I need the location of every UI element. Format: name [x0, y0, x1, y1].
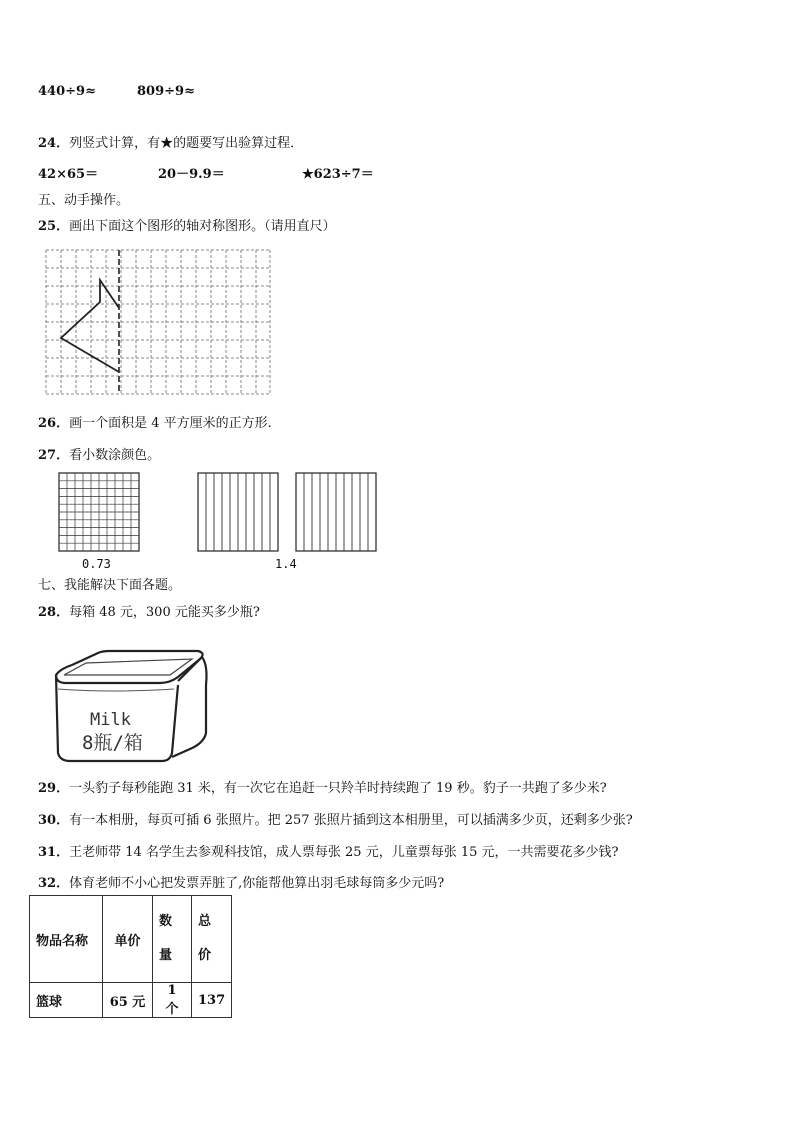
header-total [192, 896, 232, 983]
expr-42x65: 42×65＝ [38, 167, 99, 182]
question-32 [38, 876, 444, 892]
question-29 [38, 781, 607, 797]
question-text: 王老师带 14 名学生去参观科技馆，成人票每张 25 元，儿童票每张 15 元，一共需要花多少钱? [69, 845, 619, 860]
header-quantity [153, 896, 192, 983]
question-number: 28． [38, 605, 70, 620]
header-total-part2: 价 [198, 948, 212, 963]
tenths-strip-2 [295, 472, 379, 552]
cell-unit-price: 65 元 [103, 983, 153, 1018]
question-number: 24． [38, 136, 70, 151]
question-28 [38, 605, 260, 621]
bottles-per-box-label: 8瓶/箱 [82, 732, 143, 754]
question-number: 26． [38, 416, 70, 431]
question-text: 看小数涂颜色。 [69, 448, 161, 463]
question-text: 列竖式计算，有★的题要写出验算过程． [69, 136, 304, 151]
question-text: 体育老师不小心把发票弄脏了,你能帮他算出羽毛球每筒多少元吗? [69, 876, 445, 891]
expr-623-div-7: ★623÷7＝ [302, 167, 374, 182]
section-7-heading: 七、我能解决下面各题。 [38, 578, 182, 593]
question-text: 画一个面积是 4 平方厘米的正方形. [69, 416, 272, 431]
header-total-part1: 总 [198, 914, 212, 929]
header-quantity-part1: 数 [159, 914, 173, 929]
section-5-heading: 五、动手操作。 [38, 193, 130, 208]
header-unit-price: 单价 [103, 896, 153, 983]
milk-label: Milk [90, 710, 131, 730]
cell-item-name: 篮球 [30, 983, 103, 1018]
header-item-name: 物品名称 [30, 896, 103, 983]
question-number: 27． [38, 448, 70, 463]
milk-box-illustration [50, 645, 210, 767]
tenths-strip-1 [197, 472, 281, 552]
question-30 [38, 813, 633, 829]
expr-440-div-9: 440÷9≈ [38, 84, 96, 99]
expr-809-div-9: 809÷9≈ [137, 84, 195, 99]
cell-total: 137 [192, 983, 232, 1018]
question-number: 32． [38, 876, 70, 891]
label-0-73: 0.73 [82, 557, 111, 571]
expr-20-minus-9-9: 20－9.9＝ [158, 167, 225, 182]
hundredths-grid [58, 472, 142, 552]
question-27 [38, 448, 160, 464]
symmetry-grid-figure [40, 246, 276, 398]
cell-quantity: 1 个 [153, 983, 192, 1018]
label-1-4: 1.4 [275, 557, 297, 571]
invoice-table [29, 895, 232, 1018]
table-row [30, 983, 232, 1018]
table-header-row [30, 896, 232, 983]
question-text: 画出下面这个图形的轴对称图形。（请用直尺） [69, 219, 336, 234]
question-text: 一头豹子每秒能跑 31 米，有一次它在追赶一只羚羊时持续跑了 19 秒。豹子一共跑了多少米? [69, 781, 607, 796]
question-text: 每箱 48 元，300 元能买多少瓶? [69, 605, 260, 620]
question-31 [38, 845, 618, 861]
question-text: 有一本相册，每页可插 6 张照片。把 257 张照片插到这本相册里，可以插满多少页，还剩多少张? [69, 813, 633, 828]
question-26 [38, 416, 272, 432]
question-number: 31． [38, 845, 70, 860]
header-quantity-part2: 量 [159, 948, 173, 963]
question-25 [38, 219, 336, 235]
question-number: 30． [38, 813, 70, 828]
question-24 [38, 136, 303, 152]
question-number: 25． [38, 219, 70, 234]
question-number: 29． [38, 781, 70, 796]
